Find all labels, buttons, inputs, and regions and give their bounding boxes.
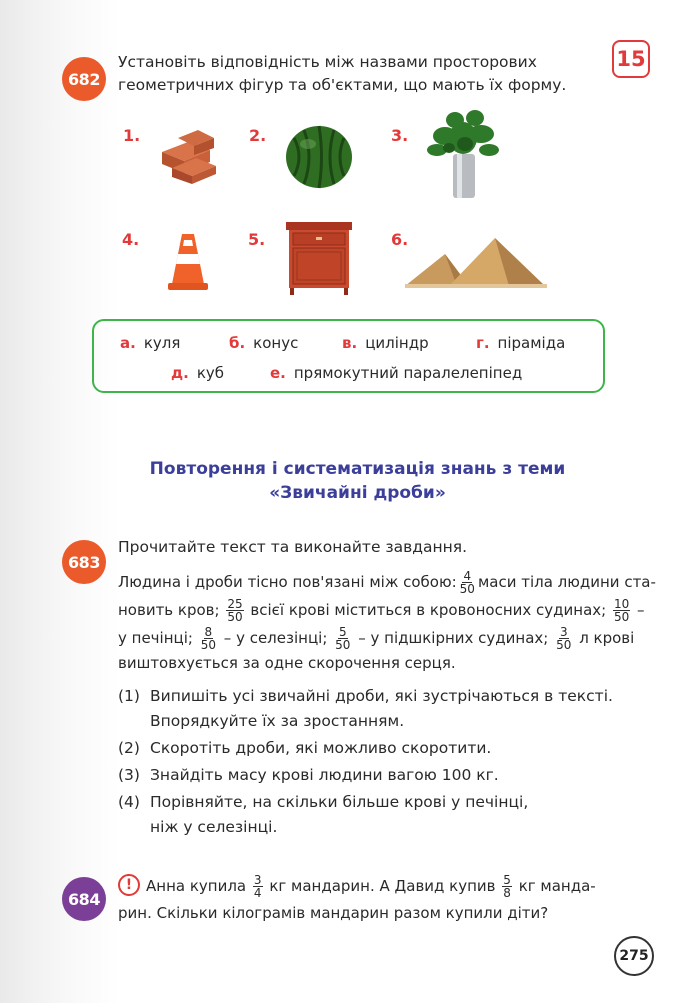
exercise-684-badge xyxy=(62,877,106,921)
text-span: – у селезінці; xyxy=(223,629,328,647)
option-e xyxy=(270,363,522,382)
text-span: – у підшкірних судинах; xyxy=(358,629,549,647)
fraction xyxy=(613,598,630,623)
item-6-number: 6. xyxy=(391,230,409,249)
numerator: 4 xyxy=(463,569,472,583)
task-4-cont xyxy=(118,818,277,836)
section-title-line2: «Звичайні дроби» xyxy=(269,483,446,503)
page-badge-text: 15 xyxy=(616,47,646,71)
exercise-684-line2: рин. Скільки кілограмів мандарин разом купили діти? xyxy=(118,904,549,922)
page-badge xyxy=(612,40,650,78)
denominator: 8 xyxy=(503,886,511,900)
text-span: маси тіла людини ста- xyxy=(477,573,656,591)
option-text: піраміда xyxy=(497,334,566,352)
text-span: – xyxy=(637,601,645,619)
item-1-number: 1. xyxy=(123,126,141,145)
pyramids-icon xyxy=(405,234,547,288)
task-text: Порівняйте, на скільки більше крові у печінці, xyxy=(150,793,529,811)
task-1 xyxy=(118,687,613,705)
exercise-683-intro: Прочитайте текст та виконайте завдання. xyxy=(118,538,468,556)
option-letter: б. xyxy=(229,334,246,352)
task-text: ніж у селезінці. xyxy=(150,818,278,836)
numerator: 25 xyxy=(227,597,243,611)
denominator: 50 xyxy=(227,610,243,624)
denominator: 50 xyxy=(459,582,475,596)
page-number xyxy=(614,936,654,976)
denominator: 4 xyxy=(253,886,262,900)
numerator: 5 xyxy=(338,625,347,639)
option-letter: д. xyxy=(171,364,189,382)
text-span: всієї крові міститься в кровоносних судинах; xyxy=(250,601,607,619)
option-v xyxy=(342,333,429,352)
exercise-683-para-line3 xyxy=(118,626,634,651)
option-text: куля xyxy=(143,334,181,352)
text-span: новить кров; xyxy=(118,601,220,619)
exercise-number: 682 xyxy=(68,69,100,89)
option-b xyxy=(229,333,298,352)
watermelon-icon xyxy=(284,124,354,190)
item-2-number: 2. xyxy=(249,126,267,145)
exercise-682-badge xyxy=(62,57,106,101)
option-a xyxy=(120,333,180,352)
task-2 xyxy=(118,739,491,757)
exercise-684-line1 xyxy=(146,874,596,899)
fraction xyxy=(253,874,263,899)
exercise-683-badge xyxy=(62,540,106,584)
exercise-number: 684 xyxy=(68,889,100,909)
numerator: 3 xyxy=(559,625,568,639)
task-number: (4) xyxy=(118,793,140,811)
cabinet-icon xyxy=(284,220,354,296)
text-span: Анна купила xyxy=(146,877,247,895)
option-d xyxy=(171,363,224,382)
task-3 xyxy=(118,766,499,784)
fraction xyxy=(200,626,217,651)
exercise-683-para-line2 xyxy=(118,598,645,623)
task-text: Скоротіть дроби, які можливо скоротити. xyxy=(150,739,492,757)
denominator: 50 xyxy=(613,610,630,624)
option-letter: а. xyxy=(120,334,136,352)
option-text: прямокутний паралелепіпед xyxy=(293,364,523,382)
option-text: конус xyxy=(253,334,299,352)
option-letter: в. xyxy=(342,334,358,352)
section-title-line1: Повторення і систематизація знань з теми xyxy=(149,459,566,479)
denominator: 50 xyxy=(200,638,217,652)
item-3-number: 3. xyxy=(391,126,409,145)
exercise-683-para-line4: виштовхується за одне скорочення серця. xyxy=(118,654,456,672)
traffic-cone-icon xyxy=(166,232,210,292)
text-span: кг мандарин. А Давид купив xyxy=(269,877,496,895)
option-text: куб xyxy=(196,364,224,382)
task-number: (2) xyxy=(118,739,140,757)
task-number: (1) xyxy=(118,687,140,705)
denominator: 50 xyxy=(556,638,572,652)
exclamation-mark: ! xyxy=(125,877,133,893)
fraction xyxy=(502,874,512,899)
section-heading xyxy=(0,457,695,505)
task-1-cont xyxy=(118,712,404,730)
exercise-number: 683 xyxy=(68,552,100,572)
option-text: циліндр xyxy=(365,334,429,352)
task-text: Впорядкуйте їх за зростанням. xyxy=(150,712,405,730)
option-g xyxy=(476,333,565,352)
text-span: л крові xyxy=(579,629,635,647)
option-letter: е. xyxy=(270,364,286,382)
numerator: 10 xyxy=(613,597,630,611)
exercise-683-para-line1 xyxy=(118,570,656,595)
task-number: (3) xyxy=(118,766,140,784)
fraction xyxy=(555,626,572,651)
numerator: 8 xyxy=(204,625,213,639)
exercise-682-line1: Установіть відповідність між назвами просторових xyxy=(118,53,537,71)
plant-vase-icon xyxy=(425,108,501,200)
item-4-number: 4. xyxy=(122,230,140,249)
page-number-text: 275 xyxy=(619,948,649,964)
exclamation-icon xyxy=(118,874,140,896)
text-span: Людина і дроби тісно пов'язані між собою: xyxy=(118,573,457,591)
numerator: 3 xyxy=(253,873,262,887)
text-span: у печінці; xyxy=(118,629,193,647)
denominator: 50 xyxy=(335,638,351,652)
fraction xyxy=(334,626,351,651)
text-span: кг манда- xyxy=(518,877,596,895)
exercise-682-line2: геометричних фігур та об'єктами, що мають їх форму. xyxy=(118,76,567,94)
fraction xyxy=(226,598,243,623)
task-text: Знайдіть масу крові людини вагою 100 кг. xyxy=(150,766,499,784)
numerator: 5 xyxy=(503,873,511,887)
item-5-number: 5. xyxy=(248,230,266,249)
fraction xyxy=(459,570,476,595)
bricks-icon xyxy=(158,128,220,186)
task-text: Випишіть усі звичайні дроби, які зустрічаються в тексті. xyxy=(150,687,613,705)
task-4 xyxy=(118,793,528,811)
option-letter: г. xyxy=(476,334,490,352)
